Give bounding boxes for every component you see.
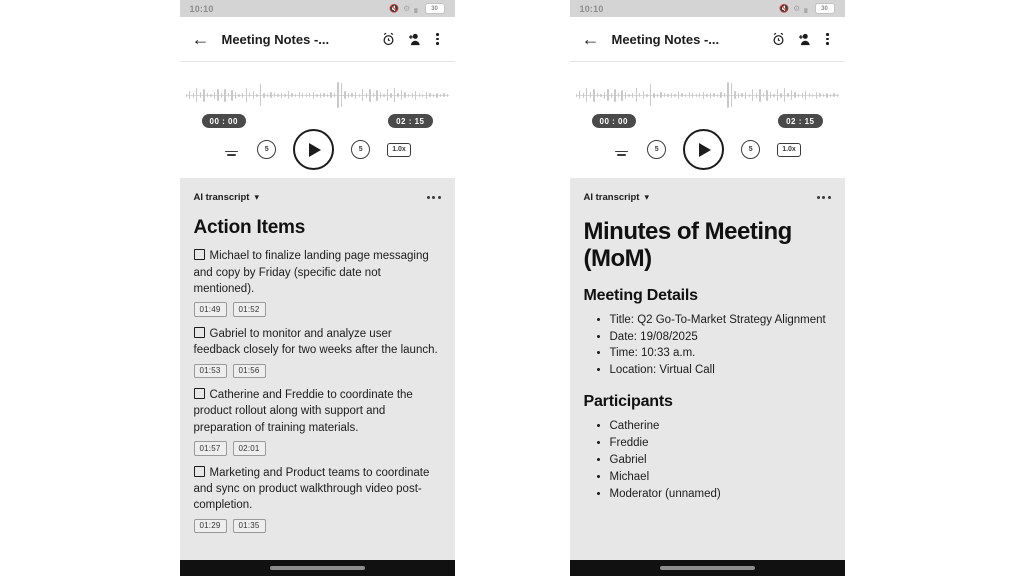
timestamp-end[interactable]: 01:52 — [233, 302, 266, 317]
section-heading-action-items: Action Items — [193, 217, 306, 238]
status-icons — [779, 3, 834, 14]
status-bar-right — [570, 0, 845, 17]
forward-label: 5 — [358, 146, 363, 153]
waveform-bars — [576, 80, 839, 110]
meeting-details-list — [584, 313, 831, 379]
transcript-body-left — [180, 203, 455, 560]
alarm-clock-icon[interactable] — [381, 32, 396, 47]
mute-icon: 🔇 — [779, 3, 790, 13]
player-controls — [180, 129, 455, 178]
checkbox[interactable] — [194, 388, 205, 399]
section-heading-participants: Participants — [583, 393, 673, 411]
timestamp-chips — [194, 302, 441, 317]
ai-transcript-label: AI transcript — [193, 192, 250, 203]
action-item-label: Gabriel to monitor and analyze user feedback closely for two weeks after the launch. — [193, 327, 438, 357]
page-title: Meeting Notes -... — [611, 31, 720, 47]
add-person-icon[interactable] — [406, 32, 422, 47]
wifi-icon: ⚙ — [793, 3, 801, 13]
phone-right — [570, 0, 845, 576]
kebab-menu-icon[interactable] — [822, 33, 833, 45]
transcript-card-header — [570, 178, 845, 203]
rewind-5-icon[interactable] — [257, 140, 276, 159]
transcript-lines-icon[interactable] — [223, 143, 240, 155]
more-options-icon[interactable] — [817, 196, 831, 199]
timestamp-chips — [194, 364, 441, 379]
forward-5-icon[interactable] — [351, 140, 370, 159]
status-icons — [389, 3, 444, 14]
chevron-down-icon[interactable]: ▾ — [644, 192, 649, 202]
list-item: • Date: 19/08/2025 — [610, 330, 831, 346]
rewind-label: 5 — [654, 146, 659, 153]
timestamp-chips — [194, 441, 441, 456]
back-arrow-icon[interactable]: ← — [581, 29, 600, 49]
kebab-menu-icon[interactable] — [432, 33, 443, 45]
list-item: • Moderator (unnamed) — [610, 487, 831, 503]
battery-level: 30 — [821, 5, 828, 12]
forward-5-icon[interactable] — [741, 140, 760, 159]
timestamp-start[interactable]: 01:53 — [194, 364, 227, 379]
action-item-text-wrap — [194, 387, 441, 436]
action-item-label: Catherine and Freddie to coordinate the product rollout along with support and preparation of training materials. — [193, 389, 413, 434]
play-icon — [699, 143, 711, 157]
audio-player-left — [180, 62, 455, 178]
transcript-body-right — [570, 203, 845, 560]
gesture-pill[interactable] — [660, 566, 755, 570]
system-nav-bar-left — [180, 560, 455, 576]
section-heading-meeting-details: Meeting Details — [583, 286, 698, 304]
list-item: • Location: Virtual Call — [610, 363, 831, 379]
status-time: 10:10 — [579, 3, 604, 14]
status-time: 10:10 — [189, 3, 214, 14]
mute-icon: 🔇 — [389, 3, 400, 13]
system-nav-bar-right — [570, 560, 845, 576]
add-person-icon[interactable] — [796, 32, 812, 47]
timestamp-end[interactable]: 01:56 — [233, 364, 266, 379]
wifi-icon: ⚙ — [403, 3, 411, 13]
timestamp-end[interactable]: 01:35 — [233, 519, 266, 534]
signal-icon: ▖ — [804, 3, 811, 13]
player-times — [570, 110, 845, 128]
list-item: • Gabriel — [610, 453, 831, 469]
timestamp-start[interactable]: 01:29 — [194, 519, 227, 534]
waveform-bars — [186, 80, 449, 110]
transcript-lines-icon[interactable] — [613, 143, 630, 155]
waveform[interactable] — [576, 80, 839, 110]
battery-icon — [425, 3, 445, 14]
list-item: • Title: Q2 Go-To-Market Strategy Alignment — [610, 313, 831, 329]
app-bar-left — [180, 17, 455, 62]
status-bar-left — [180, 0, 455, 17]
action-item — [194, 248, 441, 317]
play-icon — [309, 143, 321, 157]
document-heading-mom: Minutes of Meeting (MoM) — [583, 218, 792, 272]
action-item-text-wrap — [194, 465, 441, 514]
player-times — [180, 110, 455, 128]
current-time-chip: 00 : 00 — [592, 114, 636, 128]
action-item-label: Marketing and Product teams to coordinate and sync on product walkthrough video post-completion. — [193, 466, 430, 512]
action-item-text-wrap — [194, 326, 441, 359]
chevron-down-icon[interactable]: ▾ — [254, 192, 259, 202]
rewind-label: 5 — [264, 146, 269, 153]
action-item — [194, 465, 441, 534]
action-item-label: Michael to finalize landing page messaging and copy by Friday (specific date not mentioned). — [193, 250, 429, 295]
alarm-clock-icon[interactable] — [771, 32, 786, 47]
phone-left — [180, 0, 455, 576]
waveform[interactable] — [186, 80, 449, 110]
checkbox[interactable] — [194, 249, 205, 260]
participants-list — [584, 419, 831, 502]
play-button[interactable] — [293, 129, 334, 170]
rewind-5-icon[interactable] — [647, 140, 666, 159]
playback-speed-button[interactable]: 1.0x — [387, 143, 411, 157]
list-item: • Catherine — [610, 419, 831, 435]
more-options-icon[interactable] — [427, 196, 441, 199]
action-item — [194, 326, 441, 378]
timestamp-end[interactable]: 02:01 — [233, 441, 266, 456]
timestamp-start[interactable]: 01:57 — [194, 441, 227, 456]
checkbox[interactable] — [194, 327, 205, 338]
checkbox[interactable] — [194, 466, 205, 477]
current-time-chip: 00 : 00 — [202, 114, 246, 128]
play-button[interactable] — [683, 129, 724, 170]
action-item — [194, 387, 441, 456]
transcript-card-header — [180, 178, 455, 203]
gesture-pill[interactable] — [270, 566, 365, 570]
total-time-chip: 02 : 15 — [388, 114, 432, 128]
forward-label: 5 — [748, 146, 753, 153]
total-time-chip: 02 : 15 — [778, 114, 822, 128]
signal-icon: ▖ — [414, 3, 421, 13]
timestamp-chips — [194, 519, 441, 534]
list-item: • Michael — [610, 470, 831, 486]
audio-player-right — [570, 62, 845, 178]
timestamp-start[interactable]: 01:49 — [194, 302, 227, 317]
action-item-text-wrap — [194, 248, 441, 297]
list-item: • Time: 10:33 a.m. — [610, 346, 831, 362]
transcript-card-left — [180, 178, 455, 560]
page-title: Meeting Notes -... — [221, 31, 330, 47]
ai-transcript-label: AI transcript — [583, 192, 640, 203]
back-arrow-icon[interactable]: ← — [191, 29, 210, 49]
transcript-card-right — [570, 178, 845, 560]
list-item: • Freddie — [610, 436, 831, 452]
battery-level: 30 — [431, 5, 438, 12]
playback-speed-button[interactable]: 1.0x — [777, 143, 801, 157]
app-bar-right — [570, 17, 845, 62]
battery-icon — [815, 3, 835, 14]
player-controls — [570, 129, 845, 178]
